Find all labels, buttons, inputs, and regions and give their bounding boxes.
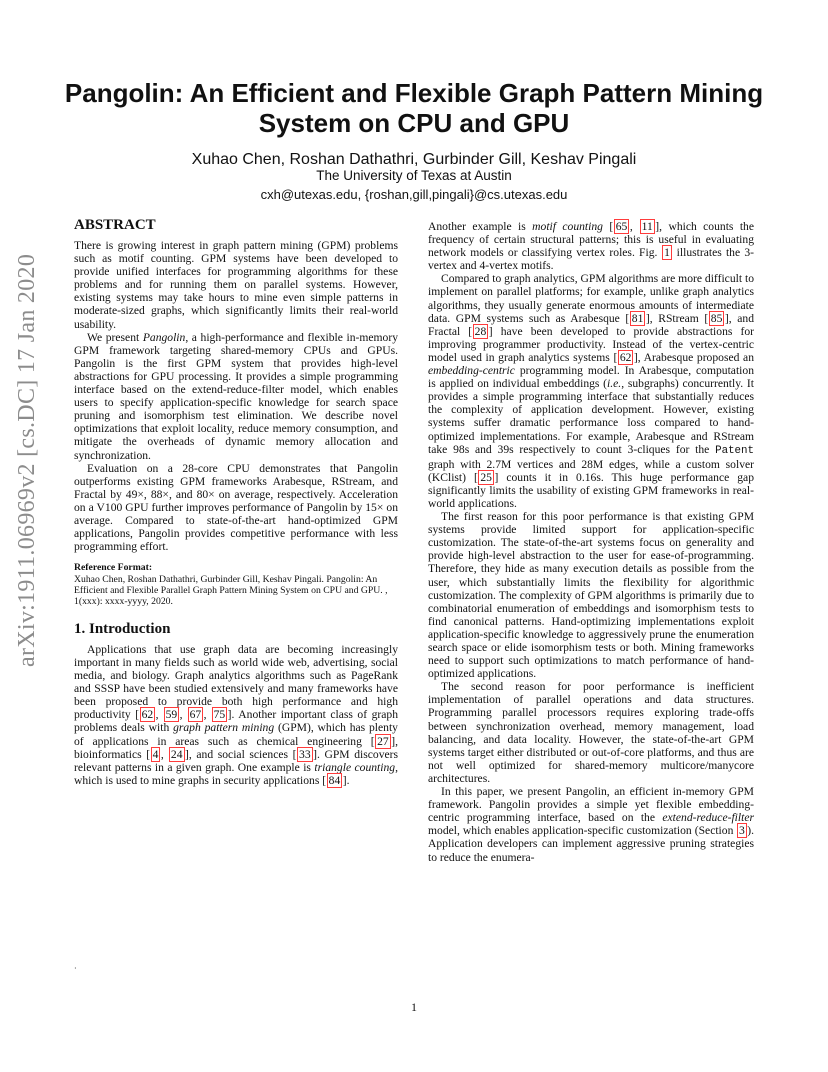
intro-text: , which is used to mine graphs in security applications bbox=[74, 760, 398, 787]
right-paragraph-2: The first reason for this poor performance is that existing GPM systems provide limited support for application-specific customization. The state-of-the-art systems focus on generality and provide high-level abstraction to the user for ease-of-programming. Therefore, they hide as many execution details as possible from the user, which substantially limits the flexibility for algorithmic customization. The complexity of GPM algorithms is primarily due to combinatorial enumeration of embeddings and isomorphism tests to find canonical patterns. Hand-optimizing implementations exploit application-specific knowledge to aggressively prune the enumeration search space or elide isomorphism tests or both. Mining frameworks need to support such optimizations to match performance of hand-optimized applications. bbox=[428, 510, 754, 681]
citation-link[interactable]: 67 bbox=[189, 708, 202, 722]
emphasis-term: triangle counting bbox=[314, 760, 396, 774]
arxiv-stamp: arXiv:1911.06969v2 [cs.DC] 17 Jan 2020 bbox=[14, 253, 40, 667]
abstract-paragraph-2 bbox=[74, 331, 398, 462]
citation-link[interactable]: 84 bbox=[328, 773, 341, 787]
page-number: 1 bbox=[411, 1000, 417, 1014]
body-text: model, which enables application-specific customization (Section bbox=[428, 824, 737, 838]
author-list: Xuhao Chen, Roshan Dathathri, Gurbinder Gill, Keshav Pingali bbox=[191, 151, 637, 168]
intro-text: . Another important class of graph problems deals with bbox=[74, 708, 398, 735]
abstract-text: We present bbox=[87, 330, 143, 344]
author-emails: cxh@utexas.edu, {roshan,gill,pingali}@cs.utexas.edu bbox=[260, 187, 568, 202]
citation-link[interactable]: 62 bbox=[141, 708, 154, 722]
reference-format-text: Xuhao Chen, Roshan Dathathri, Gurbinder Gill, Keshav Pingali. Pangolin: An Efficient and Flexible Parallel Graph Pattern Mining System on CPU and GPU. , 1(xxx): xxxx-yyyy, 2020. bbox=[74, 573, 388, 608]
affiliation: The University of Texas at Austin bbox=[316, 168, 512, 183]
citation-link[interactable]: 75 bbox=[213, 708, 226, 722]
body-text: , Arabesque proposed an bbox=[637, 350, 754, 364]
paper-title bbox=[60, 78, 768, 138]
citation-link[interactable]: 27 bbox=[377, 734, 389, 748]
left-column bbox=[74, 216, 398, 787]
footnote-mark: · bbox=[74, 964, 77, 973]
system-name: Pangolin bbox=[142, 330, 186, 344]
emphasis-term: graph pattern mining bbox=[173, 721, 275, 735]
body-text: , subgraphs) concurrently. It provides a simple programming interface that substantially reduces the complexity of application development. However, existing systems suffer dramatic performance loss compared to hand-optimized implementations. For example, Arabesque and RStream take 98s and 39s respectively to count 3-cliques for the bbox=[428, 377, 754, 456]
emphasis-term: embedding-centric bbox=[428, 364, 515, 378]
abstract-paragraph-3: Evaluation on a 28-core CPU demonstrates that Pangolin outperforms existing GPM frameworks Arabesque, RStream, and Fractal by 49×, 88×, and 80× on average, respectively. Acceleration on a V100 GPU further improves performance of Pangolin by 15× on average. Compared to state-of-the-art hand-optimized GPM applications, Pangolin provides competitive performance with less programming effort. bbox=[74, 461, 398, 554]
abstract-text: , a high-performance and flexible in-memory GPM framework targeting shared-memory CPUs and GPUs. Pangolin is the first GPM system that provides high-level abstractions for GPU processing. It provides a simple programming interface based on the extend-reduce-filter model, which enables users to specify application-specific knowledge for search space pruning and isomorphism test elimination. We describe novel optimizations that exploit locality, reduce memory consumption, and mitigate the overheads of dynamic memory allocation and synchronization. bbox=[74, 330, 399, 462]
figure-link[interactable]: 1 bbox=[664, 246, 670, 260]
reference-format-label: Reference Format: bbox=[74, 562, 153, 574]
reference-format bbox=[74, 562, 398, 608]
citation-link[interactable]: 33 bbox=[299, 747, 311, 761]
body-text: Compared to graph analytics, GPM algorithms are more difficult to implement on parallel platforms; for example, unlike graph analytics algorithms, they usually generate enormous amounts of intermediate data. GPM systems such as Arabesque bbox=[428, 272, 754, 325]
body-text: graph with 2.7M vertices and 28M edges, while a custom solver (KClist) bbox=[428, 457, 754, 484]
intro-text: . bbox=[346, 773, 350, 787]
abstract-heading: ABSTRACT bbox=[74, 217, 156, 233]
intro-text: (GPM), which has plenty of applications in areas such as chemical engineering bbox=[74, 721, 398, 748]
body-text: , which counts the frequency of certain structural patterns; this is useful in evaluating network models or classifying vertex roles. Fig. bbox=[428, 220, 754, 260]
right-column bbox=[428, 220, 754, 864]
body-text: illustrates the 3-vertex and 4-vertex motifs. bbox=[428, 246, 754, 273]
body-text: , and Fractal bbox=[428, 311, 754, 338]
introduction-heading: 1. Introduction bbox=[74, 620, 171, 637]
right-paragraph-0: Another example is motif counting [ 65 , 11 ], which counts the frequency of certain structural patterns; this is useful in evaluating network models or classifying vertex roles. Fig. 1 illustrates the 3-vertex and 4-vertex motifs. bbox=[428, 220, 754, 273]
citation-link[interactable]: 81 bbox=[631, 311, 644, 325]
citation-link[interactable]: 24 bbox=[170, 747, 183, 761]
citation-link[interactable]: 62 bbox=[619, 350, 632, 364]
body-text: have been developed to provide abstractions for improving programmer productivity. Instead of the vertex-centric model used in graph analytics systems bbox=[428, 324, 754, 364]
body-text: ). Application developers can implement aggressive pruning strategies to reduce the enumera- bbox=[428, 824, 754, 864]
intro-text: , and social sciences bbox=[188, 747, 293, 761]
emphasis-term: motif counting bbox=[532, 220, 603, 233]
citation-link[interactable]: 4 bbox=[152, 747, 159, 761]
citation-link[interactable]: 11 bbox=[641, 220, 653, 233]
citation-link[interactable]: 28 bbox=[474, 324, 487, 338]
body-text: Another example is bbox=[428, 220, 533, 233]
title-line-1: Pangolin: An Efficient and Flexible Graph Pattern Mining bbox=[64, 78, 764, 108]
citation-link[interactable]: 65 bbox=[615, 220, 628, 233]
emphasis-term: i.e. bbox=[607, 377, 622, 391]
dataset-name: Patent bbox=[715, 444, 754, 457]
body-text bbox=[603, 220, 609, 233]
section-link[interactable]: 3 bbox=[738, 824, 745, 838]
title-line-2: System on CPU and GPU bbox=[258, 108, 570, 138]
citation-link[interactable]: 59 bbox=[165, 708, 178, 722]
abstract-paragraph-1: There is growing interest in graph pattern mining (GPM) problems such as motif counting. GPM systems have been developed to provide unified interfaces for programming algorithms for these problems and for running them on parallel systems. However, existing systems may take hours to mine even simple patterns in moderate-sized graphs, which significantly limits their real-world usability. bbox=[74, 239, 398, 331]
body-text: , RStream bbox=[649, 311, 705, 325]
body-text: counts it in 0.16s. This huge performance gap significantly limits the usability of existing GPM frameworks in real-world applications. bbox=[428, 470, 754, 510]
right-paragraph-3: The second reason for poor performance is inefficient implementation of parallel operations and data structures. Programming parallel processors requires exploring trade-offs between synchronization overhead, memory management, load balancing, and data locality. However, the state-of-the-art GPM systems target either distributed or out-of-core platforms, and thus are not well optimized for shared-memory multicore/manycore architectures. bbox=[428, 680, 754, 785]
body-text: programming model. In Arabesque, computation is applied on individual embeddings ( bbox=[428, 364, 754, 391]
emphasis-term: extend-reduce-filter bbox=[662, 811, 754, 825]
intro-text: Applications that use graph data are becoming increasingly important in many fields such as world wide web, advertising, social media, and biology. Graph analytics algorithms such as PageRank and SSSP have been studied extensively and many frameworks have been proposed to provide both high performance and high productivity bbox=[74, 642, 398, 722]
right-paragraph-4 bbox=[428, 785, 754, 864]
intro-text: . GPM discovers relevant patterns in a given graph. One example is bbox=[74, 747, 399, 774]
body-text: In this paper, we present Pangolin, an efficient in-memory GPM framework. Pangolin provides a simple yet flexible embedding-centric programming interface, based on the bbox=[428, 785, 754, 825]
citation-link[interactable]: 25 bbox=[480, 470, 492, 484]
right-paragraph-1: Compared to graph analytics, GPM algorithms are more difficult to implement on parallel platforms; for example, unlike graph analytics algorithms, they usually generate enormous amounts of intermediate data. GPM systems such as Arabesque [ 81 ], RStream [ 85 ], and Fractal [ 28 ] have been developed to provide abstractions for improving programmer productivity. Instead of the vertex-centric model used in graph analytics systems [ 62 ], Arabesque proposed an embedding-centric programming model. In Arabesque, computation is applied on individual embeddings (i.e., subgraphs) concurrently. It provides a simple programming interface that substantially reduces the complexity of application development. However, existing systems suffer dramatic performance loss compared to hand-optimized implementations. For example, Arabesque and RStream take 98s and 39s respectively to count 3-cliques for the Patent graph with 2.7M vertices and 28M edges, while a custom solver (KClist) [ 25 ] counts it in 0.16s. This huge performance gap significantly limits the usability of existing GPM frameworks in real-world applications. bbox=[428, 272, 754, 510]
citation-link[interactable]: 85 bbox=[710, 311, 723, 325]
introduction-paragraph-1: Applications that use graph data are becoming increasingly important in many fields such as world wide web, advertising, social media, and biology. Graph analytics algorithms such as PageRank and SSSP have been studied extensively and many frameworks have been proposed to provide both high performance and high productivity [ 62 , 59 , 67 , 75 ]. Another important class of graph problems deals with graph pattern mining (GPM), which has plenty of applications in areas such as chemical engineering [ 27 ], bioinformatics [ 4 , 24 ], and social sciences [ 33 ]. GPM discovers relevant patterns in a given graph. One example is triangle counting, which is used to mine graphs in security applications [ 84 ]. bbox=[74, 642, 399, 787]
intro-text: , bioinformatics bbox=[74, 734, 398, 761]
